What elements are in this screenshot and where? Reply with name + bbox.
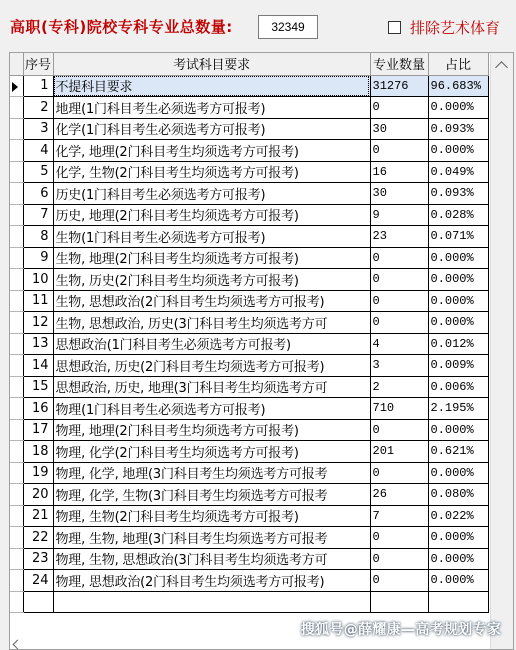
row-percent-cell[interactable]: 0.000%: [428, 312, 488, 334]
row-subject-cell[interactable]: 不提科目要求: [53, 75, 370, 97]
row-count-cell[interactable]: 7: [370, 505, 428, 527]
row-percent-cell[interactable]: 0.009%: [428, 355, 488, 377]
row-no-cell[interactable]: 16: [23, 398, 53, 420]
column-header-no[interactable]: 序号: [23, 53, 53, 75]
total-majors-field[interactable]: 32349: [258, 15, 318, 39]
current-row-pointer-icon: [12, 82, 18, 92]
row-indicator[interactable]: [10, 290, 23, 312]
row-count-cell[interactable]: 0: [370, 269, 428, 291]
table-row[interactable]: [10, 441, 488, 463]
row-count-cell[interactable]: 4: [370, 333, 428, 355]
row-no-cell[interactable]: 19: [23, 462, 53, 484]
row-percent-cell[interactable]: 0.621%: [428, 441, 488, 463]
row-no-cell[interactable]: 23: [23, 548, 53, 570]
row-no-cell[interactable]: 1: [23, 75, 53, 97]
row-count-cell[interactable]: 0: [370, 548, 428, 570]
row-count-cell[interactable]: 2: [370, 376, 428, 398]
row-no-cell[interactable]: 15: [23, 376, 53, 398]
row-no-cell[interactable]: 7: [23, 204, 53, 226]
row-no-cell[interactable]: 4: [23, 140, 53, 162]
table-row[interactable]: [10, 333, 488, 355]
table-row[interactable]: [10, 247, 488, 269]
row-subject-cell[interactable]: 地理(1门科目考生必须选考方可报考): [53, 97, 370, 119]
row-indicator[interactable]: [10, 398, 23, 420]
row-indicator[interactable]: [10, 527, 23, 549]
row-no-cell[interactable]: 14: [23, 355, 53, 377]
row-subject-cell[interactable]: 物理, 化学(2门科目考生均须选考方可报考): [53, 441, 370, 463]
row-subject-cell[interactable]: 物理, 生物(2门科目考生均须选考方可报考): [53, 505, 370, 527]
row-subject-cell[interactable]: 思想政治(1门科目考生必须选考方可报考): [53, 333, 370, 355]
checkbox-icon[interactable]: [388, 21, 401, 34]
table-row[interactable]: [10, 355, 488, 377]
row-subject-cell[interactable]: 物理, 化学, 地理(3门科目考生均须选考方可报考: [53, 462, 370, 484]
empty-cell: [370, 591, 428, 613]
row-subject-cell[interactable]: 物理, 思想政治(2门科目考生均须选考方可报考): [53, 570, 370, 592]
empty-cell: [428, 591, 488, 613]
total-majors-label: 高职(专科)院校专科专业总数量:: [10, 18, 233, 36]
empty-cell: [10, 591, 23, 613]
row-subject-cell[interactable]: 物理, 化学, 生物(3门科目考生均须选考方可报考: [53, 484, 370, 506]
row-count-cell[interactable]: 0: [370, 140, 428, 162]
row-count-cell[interactable]: 31276: [370, 75, 428, 97]
row-indicator[interactable]: [10, 161, 23, 183]
row-no-cell[interactable]: 3: [23, 118, 53, 140]
table-row[interactable]: [10, 183, 488, 205]
row-subject-cell[interactable]: 物理, 生物, 地理(3门科目考生均须选考方可报考: [53, 527, 370, 549]
row-indicator[interactable]: [10, 548, 23, 570]
row-no-cell[interactable]: 5: [23, 161, 53, 183]
row-subject-cell[interactable]: 生物, 历史(2门科目考生均须选考方可报考): [53, 269, 370, 291]
row-subject-cell[interactable]: 历史(1门科目考生必须选考方可报考): [53, 183, 370, 205]
row-subject-cell[interactable]: 物理(1门科目考生必须选考方可报考): [53, 398, 370, 420]
row-indicator[interactable]: [10, 462, 23, 484]
data-table: [10, 53, 489, 613]
table-row[interactable]: [10, 204, 488, 226]
row-count-cell[interactable]: 30: [370, 118, 428, 140]
row-count-cell[interactable]: 0: [370, 527, 428, 549]
row-percent-cell[interactable]: 2.195%: [428, 398, 488, 420]
row-indicator[interactable]: [10, 226, 23, 248]
row-count-cell[interactable]: 201: [370, 441, 428, 463]
row-indicator[interactable]: [10, 75, 23, 97]
row-count-cell[interactable]: 0: [370, 419, 428, 441]
row-no-cell[interactable]: 2: [23, 97, 53, 119]
row-subject-cell[interactable]: 化学, 地理(2门科目考生均须选考方可报考): [53, 140, 370, 162]
row-count-cell[interactable]: 0: [370, 570, 428, 592]
row-no-cell[interactable]: 10: [23, 269, 53, 291]
row-subject-cell[interactable]: 历史, 地理(2门科目考生均须选考方可报考): [53, 204, 370, 226]
row-indicator[interactable]: [10, 484, 23, 506]
row-no-cell[interactable]: 13: [23, 333, 53, 355]
row-percent-cell[interactable]: 0.000%: [428, 97, 488, 119]
row-indicator[interactable]: [10, 312, 23, 334]
row-no-cell[interactable]: 24: [23, 570, 53, 592]
row-percent-cell[interactable]: 0.049%: [428, 161, 488, 183]
table-header-row: [10, 53, 488, 75]
row-count-cell[interactable]: 9: [370, 204, 428, 226]
row-no-cell[interactable]: 20: [23, 484, 53, 506]
scroll-left-icon[interactable]: [13, 640, 23, 650]
row-count-cell[interactable]: 0: [370, 462, 428, 484]
table-row[interactable]: [10, 75, 488, 97]
row-percent-cell[interactable]: 0.000%: [428, 419, 488, 441]
table-row[interactable]: [10, 570, 488, 592]
row-count-cell[interactable]: 0: [370, 97, 428, 119]
row-percent-cell[interactable]: 0.093%: [428, 118, 488, 140]
scroll-up-icon[interactable]: [495, 61, 508, 74]
row-percent-cell[interactable]: 96.683%: [428, 75, 488, 97]
row-percent-cell[interactable]: 0.028%: [428, 204, 488, 226]
row-percent-cell[interactable]: 0.071%: [428, 226, 488, 248]
row-indicator[interactable]: [10, 247, 23, 269]
row-percent-cell[interactable]: 0.006%: [428, 376, 488, 398]
row-percent-cell[interactable]: 0.000%: [428, 140, 488, 162]
table-row[interactable]: [10, 97, 488, 119]
row-indicator[interactable]: [10, 570, 23, 592]
row-count-cell[interactable]: 0: [370, 290, 428, 312]
row-subject-cell[interactable]: 化学(1门科目考生必须选考方可报考): [53, 118, 370, 140]
row-no-cell[interactable]: 21: [23, 505, 53, 527]
row-indicator[interactable]: [10, 376, 23, 398]
row-subject-cell[interactable]: 生物, 思想政治(2门科目考生均须选考方可报考): [53, 290, 370, 312]
row-subject-cell[interactable]: 物理, 生物, 思想政治(3门科目考生均须选考方可: [53, 548, 370, 570]
table-row[interactable]: [10, 505, 488, 527]
row-no-cell[interactable]: 9: [23, 247, 53, 269]
row-no-cell[interactable]: 18: [23, 441, 53, 463]
table-row[interactable]: [10, 548, 488, 570]
table-row[interactable]: [10, 140, 488, 162]
row-indicator-header: [10, 53, 23, 75]
row-count-cell[interactable]: 16: [370, 161, 428, 183]
header-bar: [0, 0, 516, 50]
row-subject-cell[interactable]: 生物, 思想政治, 历史(3门科目考生均须选考方可: [53, 312, 370, 334]
watermark: 搜狐号@薛耀康—高考规划专家: [300, 622, 501, 638]
row-indicator[interactable]: [10, 269, 23, 291]
row-count-cell[interactable]: 0: [370, 312, 428, 334]
row-no-cell[interactable]: 6: [23, 183, 53, 205]
row-no-cell[interactable]: 22: [23, 527, 53, 549]
table-row[interactable]: [10, 269, 488, 291]
row-subject-cell[interactable]: 思想政治, 历史(2门科目考生均须选考方可报考): [53, 355, 370, 377]
row-subject-cell[interactable]: 物理, 地理(2门科目考生均须选考方可报考): [53, 419, 370, 441]
row-percent-cell[interactable]: 0.080%: [428, 484, 488, 506]
exclude-art-sports-label: 排除艺术体育: [410, 19, 501, 37]
row-indicator[interactable]: [10, 118, 23, 140]
table-row[interactable]: [10, 484, 488, 506]
row-percent-cell[interactable]: 0.000%: [428, 548, 488, 570]
table-row[interactable]: [10, 118, 488, 140]
row-subject-cell[interactable]: 思想政治, 历史, 地理(3门科目考生均须选考方可: [53, 376, 370, 398]
row-percent-cell[interactable]: 0.000%: [428, 269, 488, 291]
empty-cell: [53, 591, 370, 613]
table-row[interactable]: [10, 398, 488, 420]
table-row[interactable]: [10, 527, 488, 549]
row-percent-cell[interactable]: 0.000%: [428, 527, 488, 549]
row-percent-cell[interactable]: 0.000%: [428, 247, 488, 269]
table-row[interactable]: [10, 312, 488, 334]
row-percent-cell[interactable]: 0.000%: [428, 462, 488, 484]
row-indicator[interactable]: [10, 355, 23, 377]
table-row[interactable]: [10, 376, 488, 398]
subject-requirements-grid[interactable]: [9, 52, 514, 650]
column-header-subject[interactable]: 考试科目要求: [53, 53, 370, 75]
row-count-cell[interactable]: 0: [370, 247, 428, 269]
table-row[interactable]: [10, 226, 488, 248]
row-subject-cell[interactable]: 化学, 生物(2门科目考生均须选考方可报考): [53, 161, 370, 183]
row-count-cell[interactable]: 23: [370, 226, 428, 248]
table-row[interactable]: [10, 161, 488, 183]
column-header-percent[interactable]: 占比: [428, 53, 488, 75]
row-indicator[interactable]: [10, 183, 23, 205]
row-no-cell[interactable]: 11: [23, 290, 53, 312]
row-count-cell[interactable]: 30: [370, 183, 428, 205]
row-count-cell[interactable]: 3: [370, 355, 428, 377]
row-no-cell[interactable]: 17: [23, 419, 53, 441]
empty-row: [10, 591, 488, 613]
row-indicator[interactable]: [10, 140, 23, 162]
vertical-scrollbar[interactable]: [490, 53, 513, 650]
empty-cell: [23, 591, 53, 613]
row-count-cell[interactable]: 26: [370, 484, 428, 506]
row-percent-cell[interactable]: 0.012%: [428, 333, 488, 355]
row-no-cell[interactable]: 8: [23, 226, 53, 248]
exclude-art-sports-checkbox[interactable]: [388, 17, 500, 38]
row-indicator[interactable]: [10, 419, 23, 441]
table-row[interactable]: [10, 419, 488, 441]
row-count-cell[interactable]: 710: [370, 398, 428, 420]
row-indicator[interactable]: [10, 505, 23, 527]
row-percent-cell[interactable]: 0.093%: [428, 183, 488, 205]
table-row[interactable]: [10, 290, 488, 312]
row-indicator[interactable]: [10, 204, 23, 226]
row-indicator[interactable]: [10, 97, 23, 119]
row-percent-cell[interactable]: 0.022%: [428, 505, 488, 527]
row-percent-cell[interactable]: 0.000%: [428, 570, 488, 592]
row-subject-cell[interactable]: 生物(1门科目考生必须选考方可报考): [53, 226, 370, 248]
row-indicator[interactable]: [10, 441, 23, 463]
table-row[interactable]: [10, 462, 488, 484]
row-no-cell[interactable]: 12: [23, 312, 53, 334]
column-header-count[interactable]: 专业数量: [370, 53, 428, 75]
row-percent-cell[interactable]: 0.000%: [428, 290, 488, 312]
row-subject-cell[interactable]: 生物, 地理(2门科目考生均须选考方可报考): [53, 247, 370, 269]
row-indicator[interactable]: [10, 333, 23, 355]
